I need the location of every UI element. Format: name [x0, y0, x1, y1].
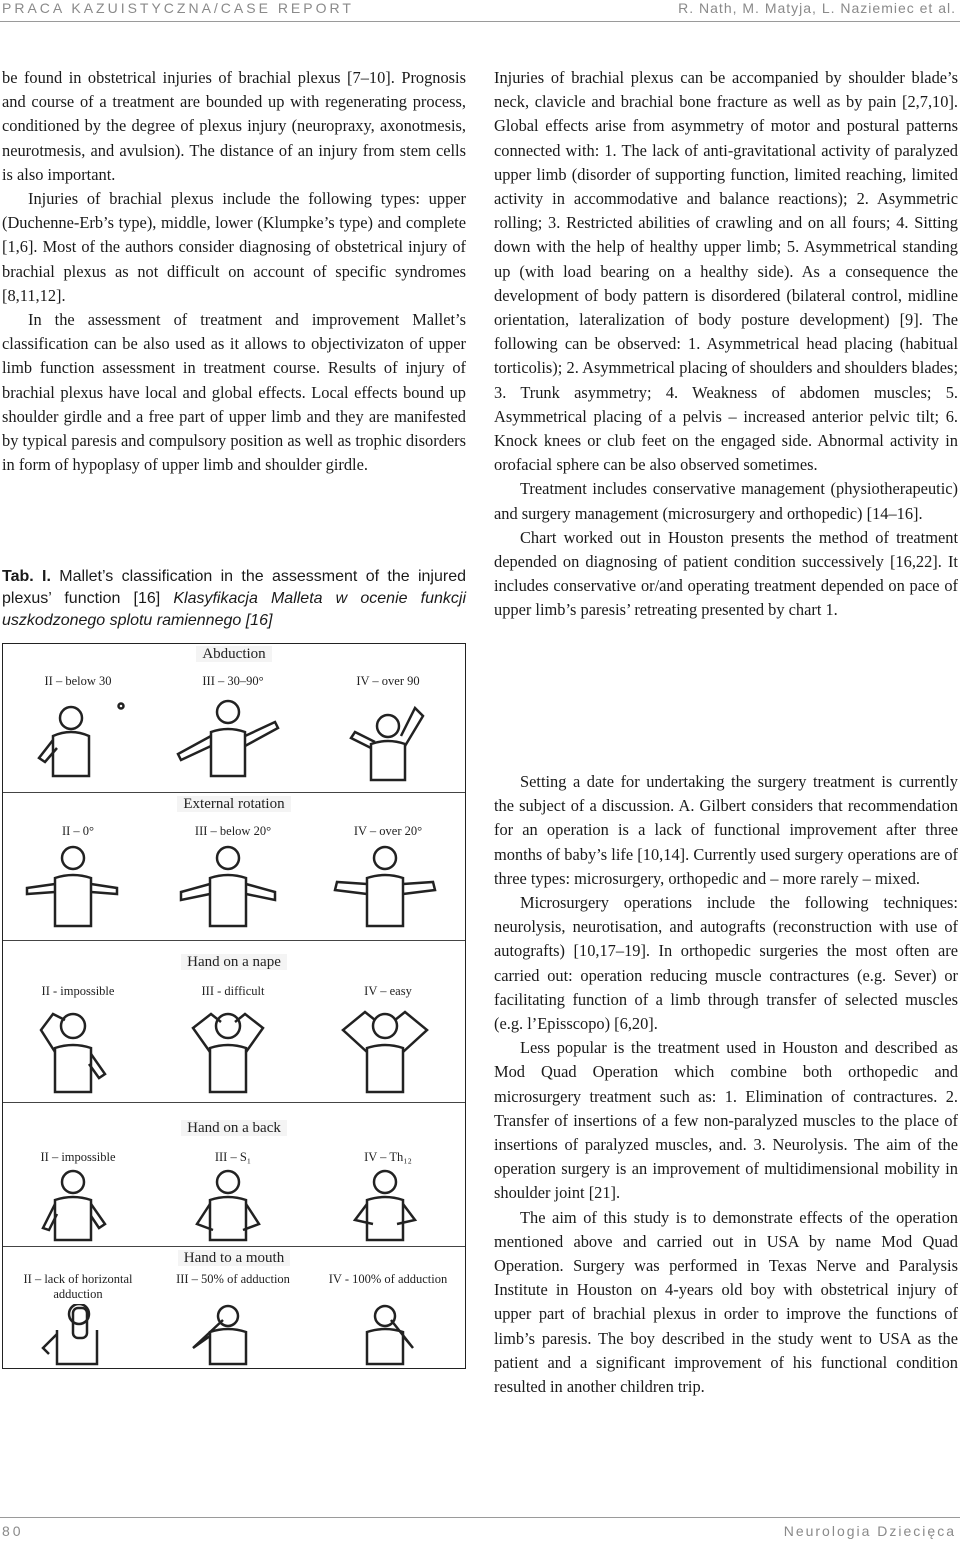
level-label: III – 30–90° [202, 674, 264, 688]
journal-name: Neurologia Dziecięca [783, 1523, 956, 1539]
section-divider [3, 792, 465, 793]
right-paragraph-6: Less popular is the treatment used in Houston and described as Mod Quad Operation which combine both orthopedic and microsurgery treatment such as: 1. Elimination of contractures. 2. Transfer of insertions of a few non-paralyzed muscles to the place of insertions of paralyzed muscles, and. 3. Neurolysis. The aim of the operation surgery is an improvement of multidimensional mobility in shoulder joint [21]. [494, 1038, 958, 1203]
right-column-lower [494, 770, 958, 1399]
level-label: II – lack of horizontal adduction [23, 1272, 133, 1301]
page-header [0, 0, 960, 22]
left-paragraph-3: In the assessment of treatment and improvement Mallet’s classification can be also used as it allows to objectivizaton of upper limb function assessment in treatment course. Results of injury of brachial plexus have local and global effects. Local effects bound up shoulder girdle and a free part of upper limb and they are manifested by typical paresis and compulsory position as well as trophic disorders in form of hypoplasy of upper limb and shoulder girdle. [2, 310, 466, 475]
section-title-hand-to-mouth-label: Hand to a mouth [3, 1250, 465, 1267]
level-label: III – 50% of adduction [176, 1272, 290, 1286]
section-divider [3, 1246, 465, 1247]
level-label: III – S₁ [214, 1150, 252, 1164]
running-title: PRACA KAZUISTYCZNA/CASE REPORT [2, 0, 354, 16]
level-label: II – below 30 [44, 674, 112, 688]
right-paragraph-7: The aim of this study is to demonstrate effects of the operation mentioned above and carried out in USA by name Mod Quad Operation. Surgery was performed in Texas Nerve and Paralysis Institute in Houston on 4-years old boy with obstetrical injury of upper part of brachial plexus in order to improve the functions of limb’s paresis. The boy described in the study went to USA as the patient and a significant improvement of his functional condition resulted in another children trip. [494, 1207, 958, 1397]
section-title-hand-on-nape: Hand on a nape [3, 954, 465, 971]
level-label: III – below 20° [194, 824, 272, 838]
page-number: 80 [2, 1523, 24, 1539]
level-label: IV – Th₁₂ [364, 1150, 412, 1164]
left-paragraph-1: be found in obstetrical injuries of brachial plexus [7–10]. Prognosis and course of a treatment are bounded up with regenerating process, conditioned by the degree of plexus injury (neuropraxy, axonotmesis, neurotmesis, and avulsion). The distance of an injury from stem cells is also important. [2, 68, 466, 184]
level-label: IV – over 20° [353, 824, 423, 838]
external-rotation-figures [13, 844, 453, 934]
level-label: IV - 100% of adduction [328, 1272, 448, 1286]
right-paragraph-5: Microsurgery operations include the following techniques: neurolysis, neurotisation, and autografts (reconstruction with use of autografts) [10,17–19]. In orthopedic surgeries the most often are carried out: operation reducing muscle contractures (e.g. Sever) or facilitating function of a limb through transfer of selected muscles (e.g. l’Episscopo) [6,20]. [494, 893, 958, 1034]
page-footer [0, 1517, 960, 1543]
header-rule [0, 21, 960, 22]
left-column [2, 66, 466, 477]
section-title-abduction: Abduction [3, 646, 465, 663]
level-label: II - impossible [41, 984, 115, 998]
right-paragraph-2: Treatment includes conservative management (physiotherapeutic) and surgery management (microsurgery and orthopedic) [14–16]. [494, 479, 958, 523]
level-label: IV – easy [364, 984, 412, 998]
table-caption-label: Tab. I. [2, 568, 51, 585]
right-paragraph-3: Chart worked out in Houston presents the method of treatment depended on diagnosing of patient condition successively [16,22]. It includes conservative or/and operating treatment depended on pace of upper limb’s paresis’ retreating presented by chart 1. [494, 527, 958, 620]
table-caption-pl: Klasyfikacja Malleta w ocenie funkcji uszkodzonego splotu ramiennego [16] [2, 590, 467, 629]
table-caption [2, 566, 466, 632]
section-divider [3, 1102, 465, 1103]
hand-on-nape-figures [13, 1004, 453, 1098]
abduction-figures [13, 696, 453, 784]
mallet-classification-table [2, 643, 466, 1369]
section-divider [3, 940, 465, 941]
table-caption-en: Mallet’s classification in the assessment of the injured plexus’ function [16] [2, 568, 466, 607]
hand-to-mouth-figures [13, 1304, 453, 1366]
level-label: II – impossible [40, 1150, 116, 1164]
left-paragraph-2: Injuries of brachial plexus include the following types: upper (Duchenne-Erb’s type), middle, lower (Klumpke’s type) and complete [1,6]. Most of the authors consider diagnosing of obstetrical injury of brachial plexus as not difficult on account of specific syndromes [8,11,12]. [2, 189, 466, 305]
level-label: IV – over 90 [356, 674, 420, 688]
level-label: III - difficult [201, 984, 265, 998]
section-title-hand-on-back: Hand on a back [3, 1120, 465, 1137]
footer-rule [0, 1517, 960, 1518]
level-label: II – 0° [61, 824, 95, 838]
right-column [494, 66, 958, 623]
authors-line: R. Nath, M. Matyja, L. Naziemiec et al. [678, 0, 956, 16]
section-title-external-rotation: External rotation [3, 796, 465, 813]
right-paragraph-4: Setting a date for undertaking the surgery treatment is currently the subject of a discussion. A. Gilbert considers that recommendation for an operation is a lack of functional improvement after three months of baby’s life [10,14]. Currently used surgery operations are of three types: microsurgery, orthopedic and – more rarely – mixed. [494, 772, 958, 888]
right-paragraph-1: Injuries of brachial plexus can be accompanied by shoulder blade’s neck, clavicle and brachial bone fracture as well as by pain [2,7,10]. Global effects arise from asymmetry of motor and postural patterns connected with: 1. The lack of anti-gravitational activity of paralyzed upper limb (disorder of supporting function, limited reaching, limited activity in accommodative and balance reactions); 2. Asymmetric rolling; 3. Restricted abilities of crawling and on all fours; 4. Sitting down with the help of healthy upper limb; 5. Asymmetrical standing up (with load bearing on a healthy side). As a consequence the development of body pattern is disordered (bilateral control, midline orientation, lateralization of body posture development) [9]. The following can be observed: 1. Asymmetrical head placing (habitual torticolis); 2. Asymmetrical placing of shoulders and shoulders blades; 3. Trunk asymmetry; 4. Weakness of abdomen muscles; 5. Asymmetrical placing of a pelvis – increased anterior pelvic tilt; 6. Knock knees or club feet on the engaged side. Abnormal activity in orofacial sphere can be also observed sometimes. [494, 68, 958, 475]
hand-on-back-figures [13, 1168, 453, 1244]
